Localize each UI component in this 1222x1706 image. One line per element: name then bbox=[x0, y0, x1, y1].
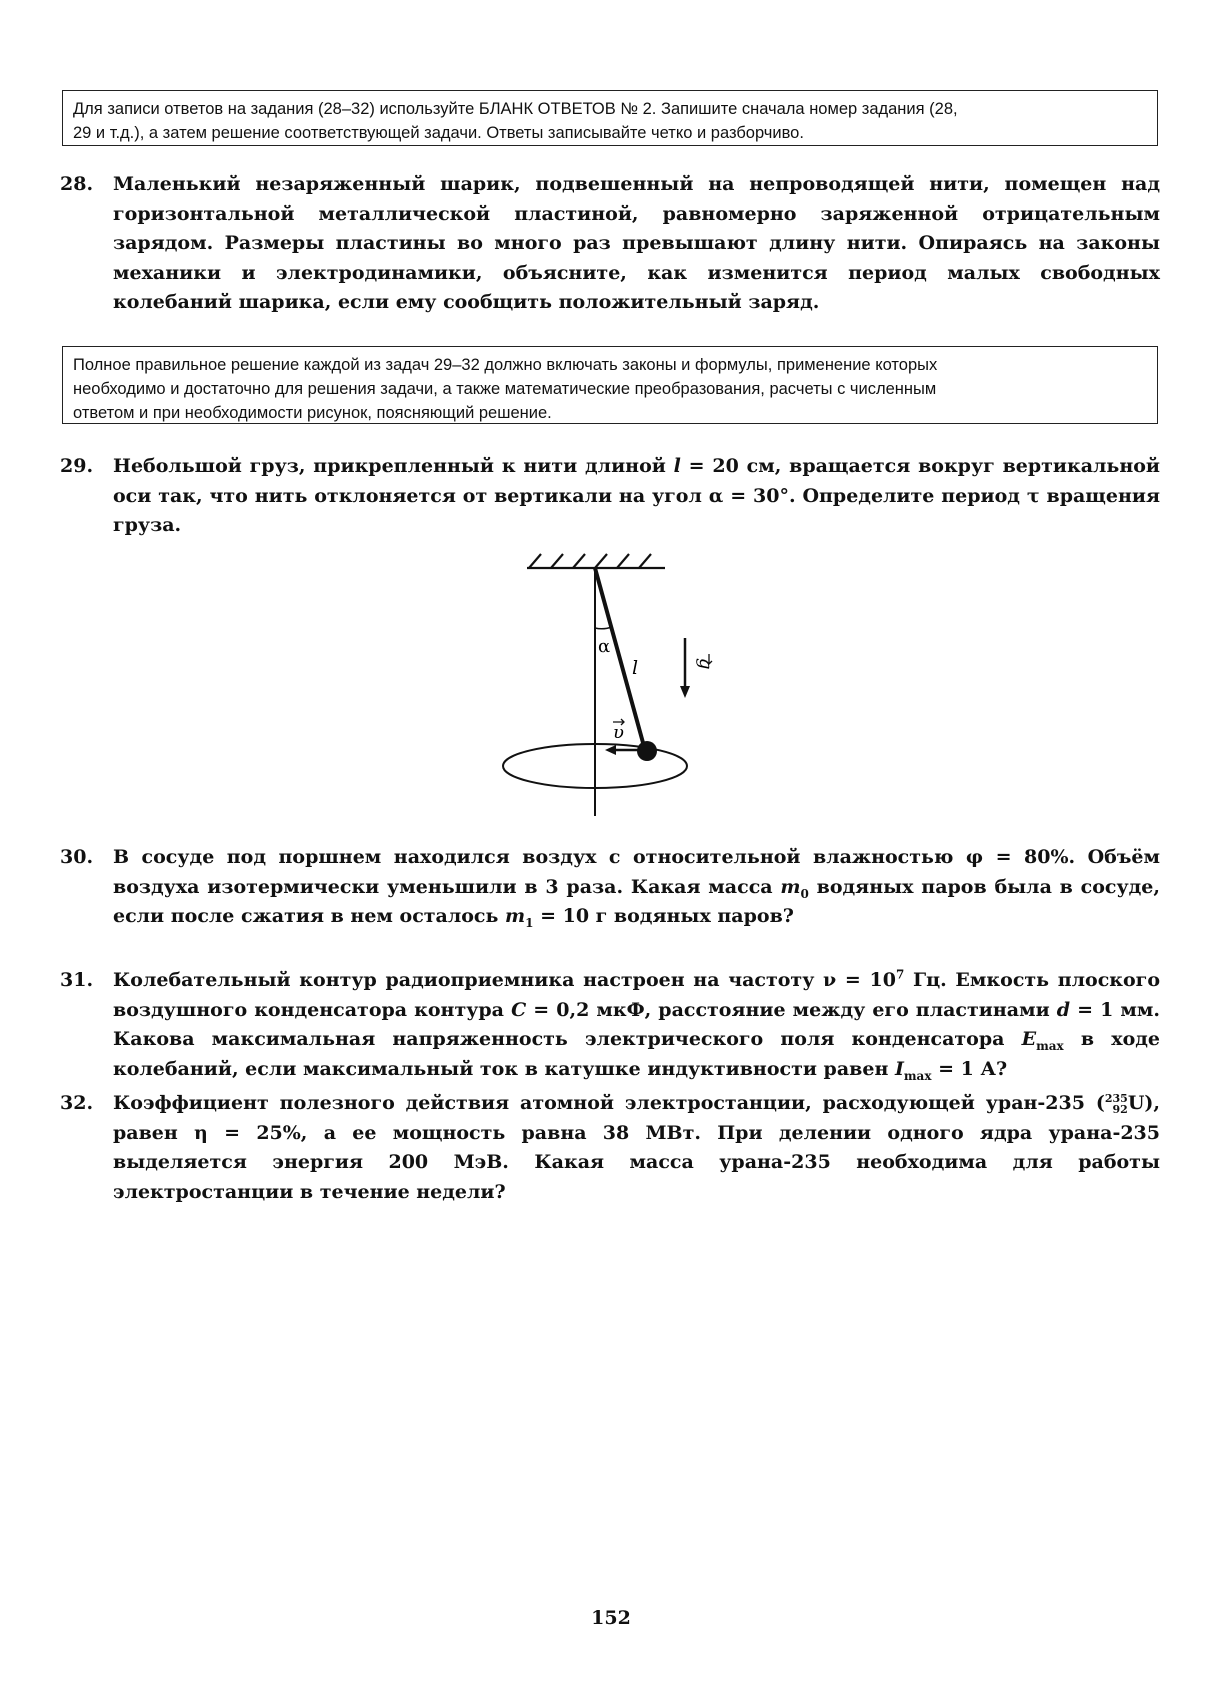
task-29 bbox=[60, 452, 1160, 541]
nuclide-notation: 235 92 bbox=[1104, 1092, 1128, 1116]
task-28-text: Маленький незаряженный шарик, подвешенный на непроводящей нити, помещен над горизонтальной металлической пластиной, равномерно заряженной отрицательным зарядом. Размеры пластины во много раз превышают длину нити. Опираясь на законы механики и электродинамики, объясните, как изменится период малых свободных колебаний шарика, если ему сообщить положительный заряд. bbox=[113, 173, 1160, 313]
task-28 bbox=[60, 170, 1160, 318]
task-32-number: 32. bbox=[60, 1092, 94, 1114]
solution-requirements-line-1: Полное правильное решение каждой из задач 29–32 должно включать законы и формулы, применение которых bbox=[73, 356, 938, 374]
page-number: 152 bbox=[591, 1607, 631, 1629]
angle-arc bbox=[595, 627, 612, 629]
task-31-number: 31. bbox=[60, 969, 94, 991]
field-symbol: E bbox=[1021, 1028, 1037, 1050]
answer-instructions-line-1: Для записи ответов на задания (28–32) используйте БЛАНК ОТВЕТОВ № 2. Запишите сначала номер задания (28, bbox=[73, 100, 958, 118]
solution-requirements-line-2: необходимо и достаточно для решения задачи, а также математические преобразования, расчеты с численным bbox=[73, 380, 937, 398]
conical-pendulum-figure bbox=[495, 548, 725, 823]
gravity-label: g bbox=[695, 658, 716, 670]
task-31-text: Колебательный контур радиоприемника настроен на частоту $\nu = 10^7$ Гц. Емкость плоского воздушного конденсатора контура C = 0,2 мкФ, расстояние между его пластинами d = 1 мм. Какова максимальная напряженность электрического поля конденсатора $E_{max}$ в ходе колебаний, если максимальный ток в катушке индуктивности равен $I_{max} = 1$ А? bbox=[113, 967, 1161, 1083]
velocity-label: υ bbox=[613, 722, 624, 743]
length-symbol: l bbox=[673, 455, 681, 477]
m0-symbol: m bbox=[780, 875, 801, 898]
tau-symbol: τ bbox=[1026, 484, 1040, 507]
solution-requirements-line-3: ответом и при необходимости рисунок, поясняющий решение. bbox=[73, 404, 552, 422]
answer-instructions-line-2: 29 и т.д.), а затем решение соответствующей задачи. Ответы записывайте четко и разборчиво. bbox=[73, 124, 804, 142]
task-28-number: 28. bbox=[60, 173, 94, 195]
task-30-number: 30. bbox=[60, 846, 94, 868]
ceiling-support bbox=[527, 554, 665, 568]
task-31 bbox=[60, 966, 1160, 1084]
task-30 bbox=[60, 843, 1160, 932]
alpha-label: α bbox=[598, 636, 611, 657]
task-29-text: Небольшой груз, прикрепленный к нити длиной l = 20 см, вращается вокруг вертикальной оси так, что нить отклоняется от вертикали на угол α = 30°. Определите период τ вращения груза. bbox=[113, 455, 1161, 536]
task-32-text: Коэффициент полезного действия атомной электростанции, расходующей уран-235 (235 92U), равен η = 25%, а ее мощность равна 38 МВт. При делении одного ядра урана-235 выделяется энергия 200 МэВ. Какая масса урана-235 необходима для работы электростанции в течение недели? bbox=[113, 1092, 1160, 1203]
m1-symbol: m bbox=[505, 905, 526, 927]
length-label: l bbox=[632, 657, 639, 679]
distance-symbol: d bbox=[1056, 998, 1071, 1021]
answer-instructions-box bbox=[62, 90, 1158, 146]
solution-requirements-box bbox=[62, 346, 1158, 424]
bob bbox=[637, 741, 657, 761]
current-symbol: I bbox=[894, 1057, 904, 1080]
gravity-arrow bbox=[680, 638, 690, 698]
task-32 bbox=[60, 1089, 1160, 1207]
task-29-number: 29. bbox=[60, 455, 94, 477]
capacitance-symbol: C bbox=[511, 998, 527, 1021]
task-30-text: В сосуде под поршнем находился воздух с относительной влажностью φ = 80%. Объём воздуха изотермически уменьшили в 3 раза. Какая масса $m_0$ водяных паров была в сосуде, если после сжатия в нем осталось $m_1 = 10$ г водяных паров? bbox=[113, 846, 1161, 930]
